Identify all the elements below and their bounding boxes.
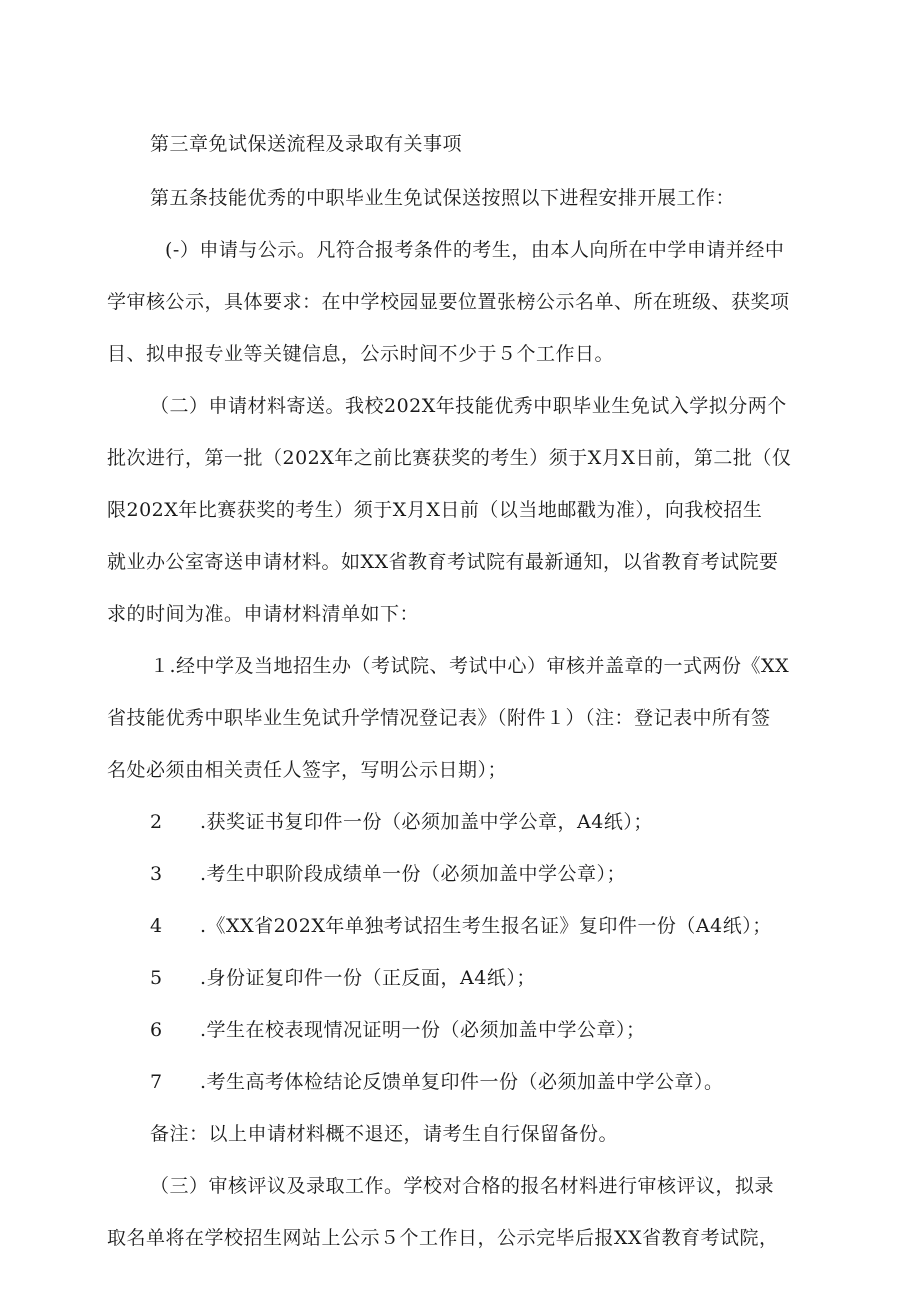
material-item-7-text: .考生高考体检结论反馈单复印件一份（必须加盖中学公章）。 [200,1071,724,1093]
article-5-intro: 第五条技能优秀的中职毕业生免试保送按照以下进程安排开展工作： [150,187,736,209]
section-3-line-2: 取名单将在学校招生网站上公示５个工作日，公示完毕后报XX省教育考试院， [107,1227,779,1249]
material-item-5-text: .身份证复印件一份（正反面，A4纸）； [200,967,536,989]
material-item-3-text: .考生中职阶段成绩单一份（必须加盖中学公章）； [200,863,627,885]
section-1-line-1: (-）申请与公示。凡符合报考条件的考生，由本人向所在中学申请并经中 [165,239,785,261]
section-2-line-5: 求的时间为准。申请材料清单如下： [107,603,420,625]
material-item-2-number: 2 [150,811,163,833]
material-item-1-line-3: 名处必须由相关责任人签字，写明公示日期）； [107,759,508,781]
section-2-line-4: 就业办公室寄送申请材料。如XX省教育考试院有最新通知，以省教育考试院要 [107,551,779,573]
chapter-title: 第三章免试保送流程及录取有关事项 [150,133,463,155]
materials-note: 备注：以上申请材料概不退还，请考生自行保留备份。 [150,1123,619,1145]
section-2-line-3: 限202X年比赛获奖的考生）须于X月X日前（以当地邮戳为准），向我校招生 [107,499,763,521]
material-item-2-text: .获奖证书复印件一份（必须加盖中学公章，A4纸）； [200,811,653,833]
material-item-3-number: 3 [150,863,163,885]
material-item-5-number: 5 [150,967,163,989]
section-2-line-2: 批次进行，第一批（202X年之前比赛获奖的考生）须于X月X日前，第二批（仅 [107,447,792,469]
material-item-1-line-1: １.经中学及当地招生办（考试院、考试中心）审核并盖章的一式两份《XX [150,655,790,677]
material-item-6-number: 6 [150,1019,163,1041]
material-item-4-text: .《XX省202X年单独考试招生考生报名证》复印件一份（A4纸）； [200,915,772,937]
material-item-1-line-2: 省技能优秀中职毕业生免试升学情况登记表》（附件１）（注：登记表中所有签 [107,707,771,729]
material-item-7-number: 7 [150,1071,163,1093]
section-2-line-1: （二）申请材料寄送。我校202X年技能优秀中职毕业生免试入学拟分两个 [150,395,787,417]
material-item-4-number: 4 [150,915,163,937]
section-3-line-1: （三）审核评议及录取工作。学校对合格的报名材料进行审核评议，拟录 [150,1175,775,1197]
section-1-line-2: 学审核公示，具体要求：在中学校园显要位置张榜公示名单、所在班级、获奖项 [107,291,790,313]
section-1-line-3: 目、拟申报专业等关键信息，公示时间不少于５个工作日。 [107,343,615,365]
material-item-6-text: .学生在校表现情况证明一份（必须加盖中学公章）； [200,1019,646,1041]
